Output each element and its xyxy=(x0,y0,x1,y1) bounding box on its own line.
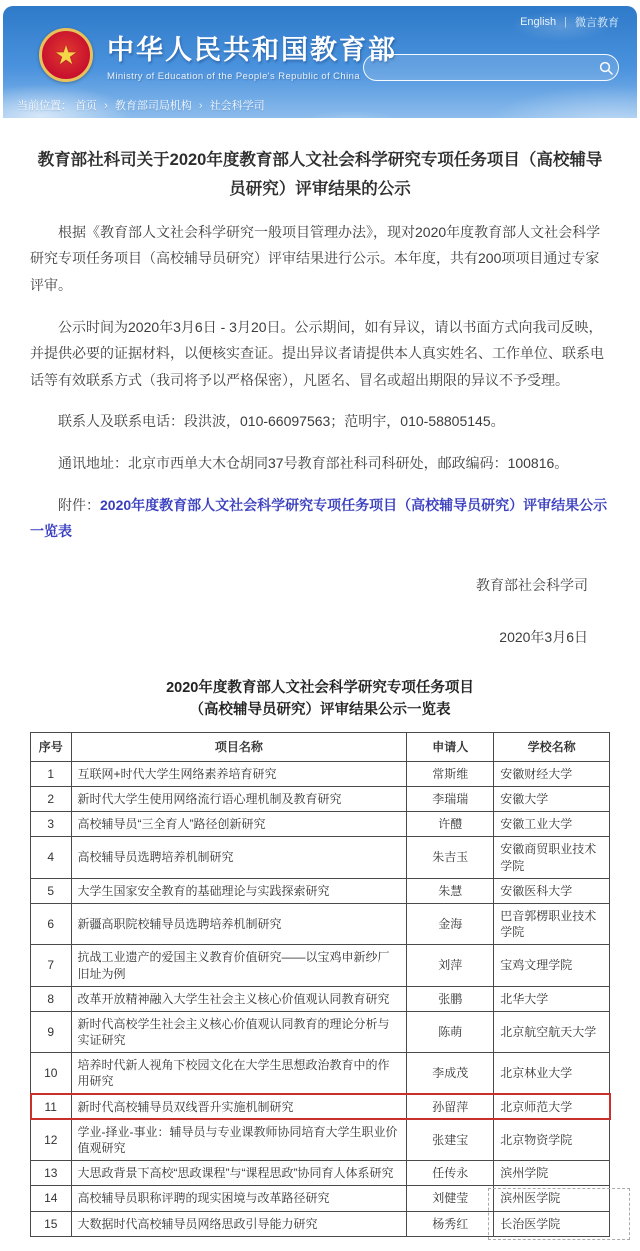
row-number: 12 xyxy=(31,1119,72,1160)
project-title: 改革开放精神融入大学生社会主义核心价值观认同教育研究 xyxy=(71,986,407,1011)
table-row xyxy=(31,1186,610,1211)
table-row xyxy=(31,812,610,837)
row-number: 9 xyxy=(31,1011,72,1052)
project-title: 互联网+时代大学生网络素养培育研究 xyxy=(71,761,407,786)
row-number: 2 xyxy=(31,787,72,812)
table-row xyxy=(31,1011,610,1052)
project-title: 培养时代新人视角下校园文化在大学生思想政治教育中的作用研究 xyxy=(71,1053,407,1094)
school-name: 安徽工业大学 xyxy=(494,812,610,837)
table-title-line2: （高校辅导员研究）评审结果公示一览表 xyxy=(189,702,451,719)
school-name: 北京林业大学 xyxy=(494,1053,610,1094)
row-number: 10 xyxy=(31,1053,72,1094)
table-row xyxy=(31,787,610,812)
breadcrumb-separator: › xyxy=(104,100,108,112)
project-title: 学业-择业-事业：辅导员与专业课教师协同培育大学生职业价值观研究 xyxy=(71,1119,407,1160)
results-section xyxy=(0,673,640,1251)
school-name: 巴音郭楞职业技术学院 xyxy=(494,903,610,944)
row-number: 4 xyxy=(31,837,72,878)
applicant-name: 陈萌 xyxy=(407,1011,494,1052)
results-table xyxy=(30,732,610,1237)
search-icon[interactable] xyxy=(594,61,618,75)
breadcrumb xyxy=(17,97,265,113)
attachment-link[interactable]: 2020年度教育部人文社会科学研究专项任务项目（高校辅导员研究）评审结果公示一览表 xyxy=(30,496,608,540)
school-name: 长治医学院 xyxy=(494,1211,610,1236)
weiyan-education-link[interactable]: 微言教育 xyxy=(575,17,619,29)
applicant-name: 张鹏 xyxy=(407,986,494,1011)
breadcrumb-item-social-science[interactable]: 社会科学司 xyxy=(209,100,265,112)
paragraph-publicity-period: 公示时间为2020年3月6日 - 3月20日。公示期间，如有异议，请以书面方式向我司反映，并提供必要的证据材料，以便核实查证。提出异议者请提供本人真实姓名、工作单位、联系电话等有效联系方式（我司将予以严格保密），凡匿名、冒名或超出期限的异议不予受理。 xyxy=(30,318,604,388)
signature-block xyxy=(30,575,610,647)
header-top-links xyxy=(520,14,619,30)
row-number: 11 xyxy=(31,1094,72,1119)
row-number: 6 xyxy=(31,903,72,944)
project-title: 大思政背景下高校“思政课程”与“课程思政”协同育人体系研究 xyxy=(71,1161,407,1186)
paragraph-contacts: 联系人及联系电话：段洪波，010-66097563；范明宇，010-58805145。 xyxy=(58,413,505,430)
applicant-name: 刘萍 xyxy=(407,945,494,986)
table-row xyxy=(31,945,610,986)
column-header-applicant: 申请人 xyxy=(407,732,494,761)
school-name: 滨州学院 xyxy=(494,1161,610,1186)
row-number: 7 xyxy=(31,945,72,986)
site-header xyxy=(3,6,637,118)
project-title: 高校辅导员选聘培养机制研究 xyxy=(71,837,407,878)
english-link[interactable]: English xyxy=(520,16,557,28)
breadcrumb-separator: › xyxy=(198,100,203,112)
row-number: 13 xyxy=(31,1161,72,1186)
school-name: 宝鸡文理学院 xyxy=(494,945,610,986)
applicant-name: 朱吉玉 xyxy=(407,837,494,878)
school-name: 滨州医学院 xyxy=(494,1186,610,1211)
applicant-name: 李成茂 xyxy=(407,1053,494,1094)
applicant-name: 常斯维 xyxy=(407,761,494,786)
site-subtitle: Ministry of Education of the People's Republic of China xyxy=(107,71,360,82)
brand-text xyxy=(107,28,397,82)
school-name: 安徽商贸职业技术学院 xyxy=(494,837,610,878)
site-brand xyxy=(39,28,397,82)
national-emblem-icon xyxy=(39,28,93,82)
school-name: 安徽大学 xyxy=(494,787,610,812)
applicant-name: 杨秀红 xyxy=(407,1211,494,1236)
page-title: 教育部社科司关于2020年度教育部人文社会科学研究专项任务项目（高校辅导员研究）评审结果的公示 xyxy=(37,151,603,198)
table-row xyxy=(31,878,610,903)
column-header-no: 序号 xyxy=(31,732,72,761)
row-number: 8 xyxy=(31,986,72,1011)
applicant-name: 刘健莹 xyxy=(407,1186,494,1211)
breadcrumb-item-home[interactable]: 首页 xyxy=(75,100,98,112)
table-row xyxy=(31,837,610,878)
school-name: 北京物资学院 xyxy=(494,1119,610,1160)
table-header-row xyxy=(31,732,610,761)
row-number: 3 xyxy=(31,812,72,837)
applicant-name: 任传永 xyxy=(407,1161,494,1186)
school-name: 安徽医科大学 xyxy=(494,878,610,903)
school-name: 安徽财经大学 xyxy=(494,761,610,786)
table-row xyxy=(31,1211,610,1236)
applicant-name: 朱慧 xyxy=(407,878,494,903)
row-number: 15 xyxy=(31,1211,72,1236)
row-number: 5 xyxy=(31,878,72,903)
table-row xyxy=(31,1161,610,1186)
paragraph-basis: 根据《教育部人文社会科学研究一般项目管理办法》，现对2020年度教育部人文社会科学研究专项任务项目（高校辅导员研究）评审结果进行公示。本年度，共有200项项目通过专家评审。 xyxy=(30,223,601,293)
project-title: 新疆高职院校辅导员选聘培养机制研究 xyxy=(71,903,407,944)
applicant-name: 孙留萍 xyxy=(407,1094,494,1119)
school-name: 北京航空航天大学 xyxy=(494,1011,610,1052)
site-title: 中华人民共和国教育部 xyxy=(107,35,397,65)
table-row xyxy=(31,1094,610,1119)
table-row xyxy=(31,1053,610,1094)
search-box[interactable] xyxy=(363,54,619,81)
project-title: 抗战工业遗产的爱国主义教育价值研究——以宝鸡申新纱厂旧址为例 xyxy=(71,945,407,986)
project-title: 高校辅导员“三全育人”路径创新研究 xyxy=(71,812,407,837)
applicant-name: 李瑞瑞 xyxy=(407,787,494,812)
school-name: 北京师范大学 xyxy=(494,1094,610,1119)
table-wrapper xyxy=(30,732,610,1237)
top-links-separator: | xyxy=(564,16,567,28)
column-header-school: 学校名称 xyxy=(494,732,610,761)
project-title: 新时代高校学生社会主义核心价值观认同教育的理论分析与实证研究 xyxy=(71,1011,407,1052)
row-number: 1 xyxy=(31,761,72,786)
applicant-name: 金海 xyxy=(407,903,494,944)
table-row xyxy=(31,986,610,1011)
signature-date: 2020年3月6日 xyxy=(499,628,588,645)
school-name: 北华大学 xyxy=(494,986,610,1011)
applicant-name: 张建宝 xyxy=(407,1119,494,1160)
search-input[interactable] xyxy=(364,55,594,80)
project-title: 新时代大学生使用网络流行语心理机制及教育研究 xyxy=(71,787,407,812)
project-title: 大学生国家安全教育的基础理论与实践探索研究 xyxy=(71,878,407,903)
project-title: 大数据时代高校辅导员网络思政引导能力研究 xyxy=(71,1211,407,1236)
table-row xyxy=(31,903,610,944)
project-title: 新时代高校辅导员双线晋升实施机制研究 xyxy=(71,1094,407,1119)
signature-department: 教育部社会科学司 xyxy=(476,576,588,593)
paragraph-address: 通讯地址：北京市西单大木仓胡同37号教育部社科司科研处，邮政编码：100816。 xyxy=(58,454,569,471)
attachment-line xyxy=(30,492,610,545)
applicant-name: 许醴 xyxy=(407,812,494,837)
announcement-article xyxy=(0,118,640,647)
emblem-star-icon: ★ xyxy=(54,40,78,70)
project-title: 高校辅导员职称评聘的现实困境与改革路径研究 xyxy=(71,1186,407,1211)
row-number: 14 xyxy=(31,1186,72,1211)
column-header-project: 项目名称 xyxy=(71,732,407,761)
breadcrumb-prefix: 当前位置： xyxy=(17,100,72,112)
table-title xyxy=(30,677,610,722)
table-row xyxy=(31,1119,610,1160)
attachment-label: 附件： xyxy=(58,496,100,513)
table-title-line1: 2020年度教育部人文社会科学研究专项任务项目 xyxy=(166,679,474,696)
breadcrumb-item-departments[interactable]: 教育部司局机构 xyxy=(114,100,192,112)
table-row xyxy=(31,761,610,786)
